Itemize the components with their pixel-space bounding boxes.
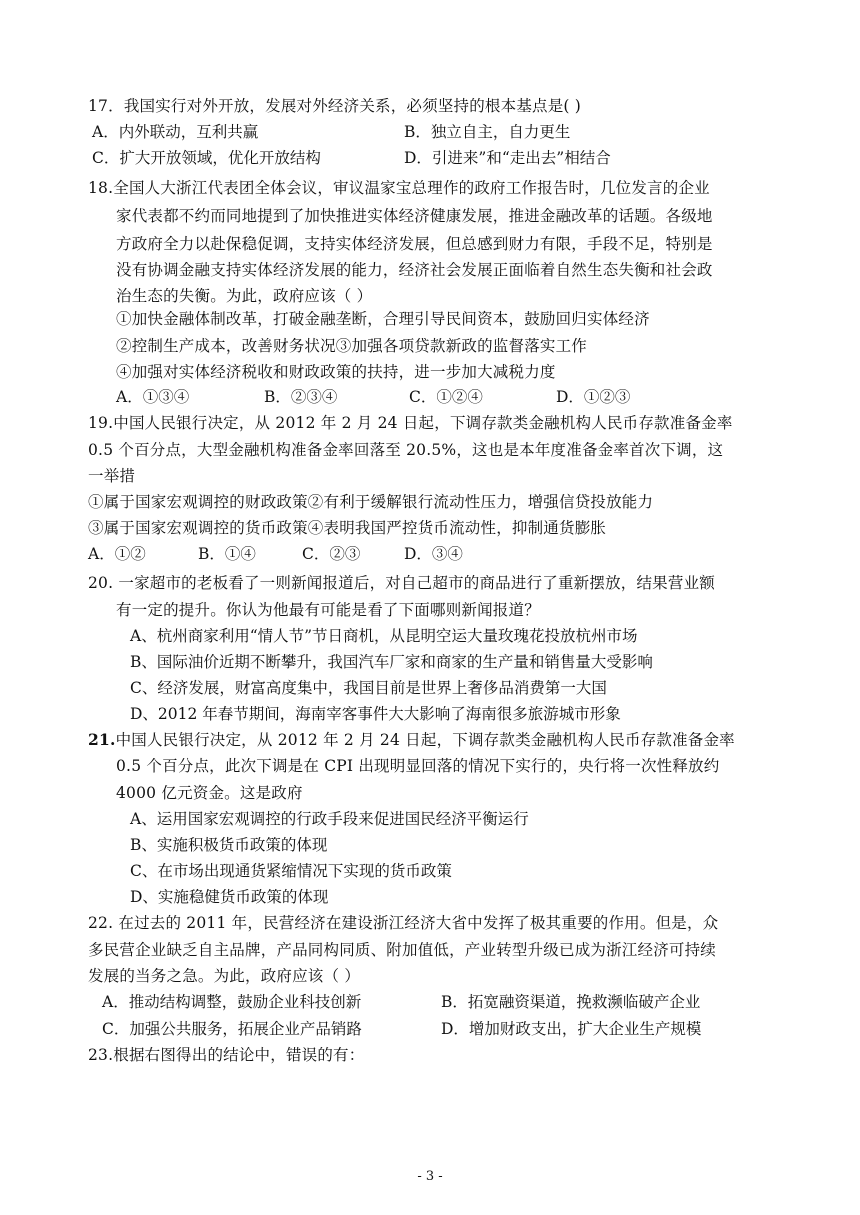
q22-line-3: 发展的当务之急。为此，政府应该（ ） [88, 967, 361, 985]
q17-option-d: D．引进来”和“走出去”相结合 [404, 149, 611, 167]
q20-option-d: D、2012 年春节期间，海南宰客事件大大影响了海南很多旅游城市形象 [130, 705, 621, 723]
q18-option-c: C．①②④ [409, 388, 483, 406]
q21-option-c: C、在市场出现通货紧缩情况下实现的货币政策 [130, 862, 452, 880]
q18-line-2: 家代表都不约而同地提到了加快推进实体经济健康发展，推进金融改革的话题。各级地 [116, 207, 713, 225]
q21-option-a: A、运用国家宏观调控的行政手段来促进国民经济平衡运行 [130, 810, 529, 828]
q18-line-1: 18.全国人大浙江代表团全体会议，审议温家宝总理作的政府工作报告时，几位发言的企业 [88, 179, 710, 197]
q20-option-b: B、国际油价近期不断攀升，我国汽车厂家和商家的生产量和销售量大受影响 [130, 653, 653, 671]
q20-option-c: C、经济发展，财富高度集中，我国目前是世界上奢侈品消费第一大国 [130, 679, 607, 697]
q20-option-a: A、杭州商家利用“情人节”节日商机，从昆明空运大量玫瑰花投放杭州市场 [130, 627, 638, 645]
q22-option-a: A．推动结构调整，鼓励企业科技创新 [102, 993, 362, 1011]
q19-statement-2: ③属于国家宏观调控的货币政策④表明我国严控货币流动性，抑制通货膨胀 [88, 519, 607, 537]
q19-option-a: A．①② [88, 545, 146, 563]
q17-option-b: B．独立自主，自力更生 [404, 123, 571, 141]
q18-statement-1: ①加快金融体制改革，打破金融垄断，合理引导民间资本，鼓励回归实体经济 [116, 310, 650, 328]
q22-option-b: B．拓宽融资渠道，挽救濒临破产企业 [441, 993, 701, 1011]
q18-statement-2: ②控制生产成本，改善财务状况③加强各项贷款新政的监督落实工作 [116, 337, 588, 355]
q19-option-d: D．③④ [404, 545, 463, 563]
q21-line-1-text: 中国人民银行决定，从 2012 年 2 月 24 日起，下调存款类金融机构人民币存款准备金率 [115, 731, 735, 749]
q19-option-c: C．②③ [302, 545, 361, 563]
q19-line-1: 19.中国人民银行决定，从 2012 年 2 月 24 日起，下调存款类金融机构人民币存款准备金率 [88, 414, 733, 432]
q19-line-3: 一举措 [88, 467, 136, 485]
q22-line-1: 22. 在过去的 2011 年，民营经济在建设浙江经济大省中发挥了极其重要的作用。但是，众 [88, 914, 719, 932]
q18-line-5: 治生态的失衡。为此，政府应该（ ） [116, 287, 373, 305]
q22-line-2: 多民营企业缺乏自主品牌，产品同构同质、附加值低，产业转型升级已成为浙江经济可持续 [88, 941, 717, 959]
q17-option-a: A．内外联动，互利共赢 [92, 123, 259, 141]
q18-line-4: 没有协调金融支持实体经济发展的能力，经济社会发展正面临着自然生态失衡和社会政 [116, 261, 713, 279]
q21-option-b: B、实施积极货币政策的体现 [130, 836, 328, 854]
q23-line-1: 23.根据右图得出的结论中，错误的有： [88, 1046, 365, 1064]
q18-line-3: 方政府全力以赴保稳促调，支持实体经济发展，但总感到财力有限，手段不足，特别是 [116, 235, 713, 253]
q21-option-d: D、实施稳健货币政策的体现 [130, 888, 329, 906]
q18-option-b: B．②③④ [264, 388, 338, 406]
q20-line-1: 20. 一家超市的老板看了一则新闻报道后，对自己超市的商品进行了重新摆放，结果营业额 [88, 574, 715, 592]
q18-option-d: D．①②③ [556, 388, 631, 406]
q17-option-c: C．扩大开放领域，优化开放结构 [92, 149, 321, 167]
q20-line-2: 有一定的提升。你认为他最有可能是看了下面哪则新闻报道？ [116, 601, 540, 619]
q18-statement-3: ④加强对实体经济税收和财政政策的扶持，进一步加大减税力度 [116, 363, 556, 381]
page-number: - 3 - [417, 1169, 443, 1184]
q19-statement-1: ①属于国家宏观调控的财政政策②有利于缓解银行流动性压力，增强信贷投放能力 [88, 493, 654, 511]
q21-line-3: 4000 亿元资金。这是政府 [116, 784, 303, 802]
q22-option-d: D．增加财政支出，扩大企业生产规模 [441, 1020, 702, 1038]
q19-line-2: 0.5 个百分点，大型金融机构准备金率回落至 20.5%，这也是本年度准备金率首次下调，这 [88, 441, 724, 459]
q22-option-c: C．加强公共服务，拓展企业产品销路 [102, 1020, 362, 1038]
q21-line-1 [88, 730, 735, 750]
q21-line-2: 0.5 个百分点，此次下调是在 CPI 出现明显回落的情况下实行的，央行将一次性释放约 [116, 757, 720, 775]
q19-option-b: B．①④ [198, 545, 256, 563]
q21-number: 21. [88, 730, 116, 749]
q18-option-a: A．①③④ [116, 388, 190, 406]
q17-stem: 17．我国实行对外开放，发展对外经济关系，必须坚持的根本基点是( ) [88, 97, 582, 115]
